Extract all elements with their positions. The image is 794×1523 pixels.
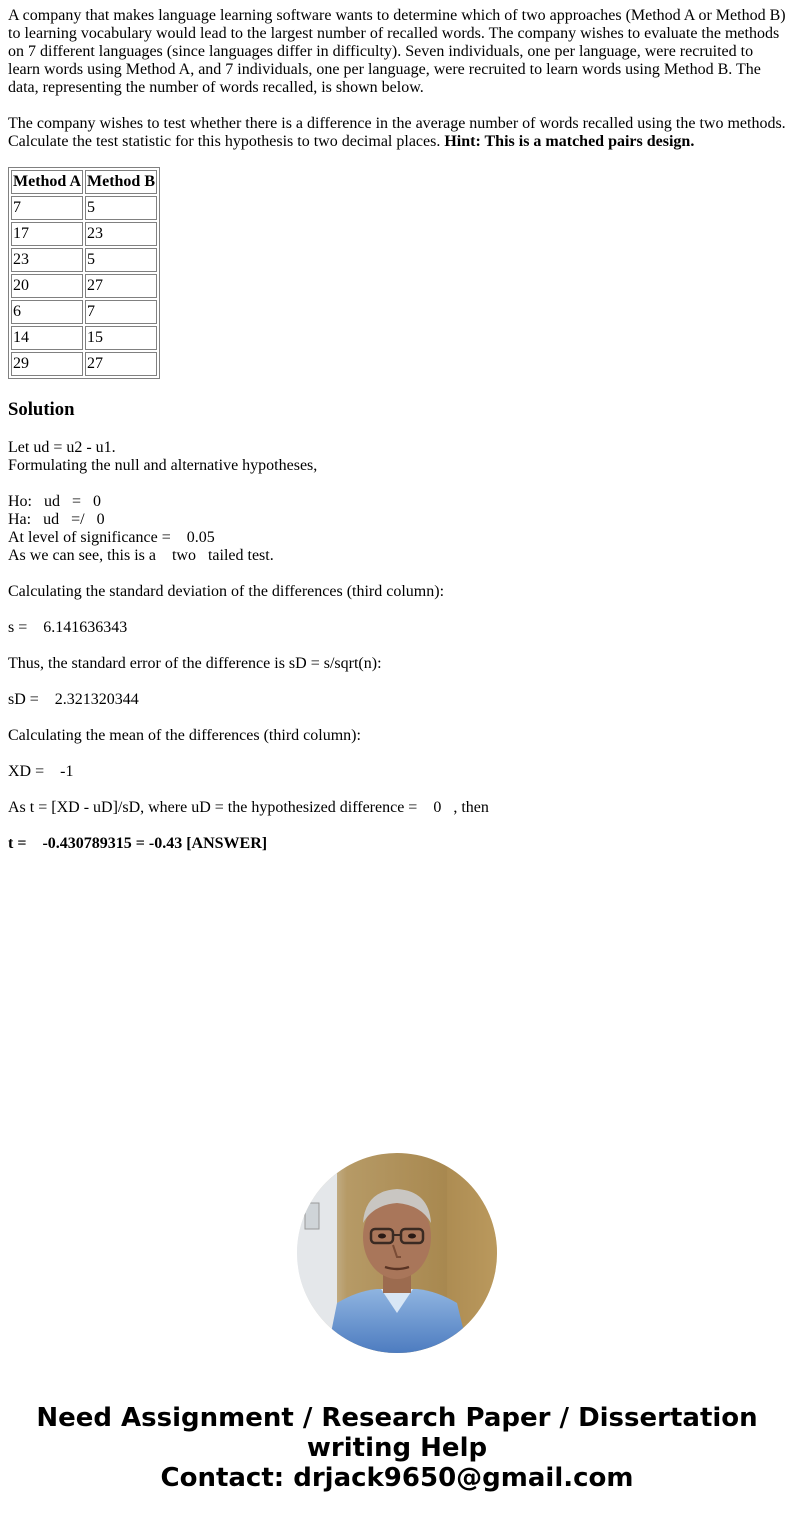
- table-cell: 29: [11, 352, 83, 376]
- solution-line: [8, 745, 786, 763]
- solution-line: sD = 2.321320344: [8, 691, 139, 708]
- table-cell: 23: [85, 222, 157, 246]
- table-row: [11, 274, 157, 298]
- solution-line: [8, 475, 786, 493]
- table-row: [11, 196, 157, 220]
- avatar: [297, 1153, 497, 1353]
- solution-line: Formulating the null and alternative hypotheses,: [8, 457, 318, 474]
- table-cell: 6: [11, 300, 83, 324]
- table-cell: 5: [85, 196, 157, 220]
- solution-line: [8, 637, 786, 655]
- answer-text: t = -0.430789315 = -0.43 [ANSWER]: [8, 835, 268, 852]
- table-row: [11, 326, 157, 350]
- solution-line: Calculating the standard deviation of the differences (third column):: [8, 583, 445, 600]
- solution-line: At level of significance = 0.05: [8, 529, 215, 546]
- solution-line: [8, 817, 786, 835]
- solution-line: [8, 709, 786, 727]
- solution-line: [8, 781, 786, 799]
- solution-heading: Solution: [8, 399, 75, 420]
- table-cell: 20: [11, 274, 83, 298]
- table-cell: 14: [11, 326, 83, 350]
- table-row: [11, 222, 157, 246]
- solution-line: s = 6.141636343: [8, 619, 128, 636]
- table-cell: 23: [11, 248, 83, 272]
- table-cell: 17: [11, 222, 83, 246]
- solution-line: Ho: ud = 0: [8, 493, 102, 510]
- footer-banner: [0, 1403, 794, 1493]
- solution-line: [8, 565, 786, 583]
- table-cell: 27: [85, 352, 157, 376]
- solution-line: Let ud = u2 - u1.: [8, 439, 116, 456]
- solution-line: Calculating the mean of the differences (third column):: [8, 727, 361, 744]
- data-table: [8, 167, 160, 379]
- solution-line: Ha: ud =/ 0: [8, 511, 105, 528]
- solution-line: [8, 673, 786, 691]
- solution-line: Thus, the standard error of the difference is sD = s/sqrt(n):: [8, 655, 382, 672]
- footer-line-1: Need Assignment / Research Paper / Dissertation: [36, 1403, 758, 1433]
- footer-line-2: writing Help: [306, 1433, 488, 1463]
- tutor-photo: [297, 1153, 497, 1353]
- solution-line: As t = [XD - uD]/sD, where uD = the hypothesized difference = 0 , then: [8, 799, 489, 816]
- solution-line: [8, 601, 786, 619]
- problem-paragraph-2: [8, 115, 786, 151]
- solution-line: XD = -1: [8, 763, 74, 780]
- table-row: [11, 352, 157, 376]
- problem-question: The company wishes to test whether there is a difference in the average number of words recalled using the two methods. Calculate the test statistic for this hypothesis to two decimal places.: [8, 115, 786, 150]
- table-header-method-a: Method A: [11, 170, 83, 194]
- problem-hint: Hint: This is a matched pairs design.: [444, 133, 695, 150]
- table-header-row: [11, 170, 157, 194]
- table-cell: 7: [85, 300, 157, 324]
- problem-paragraph-1: A company that makes language learning software wants to determine which of two approaches (Method A or Method B) to learning vocabulary would lead to the largest number of recalled words. The company wishes to evaluate the methods on 7 different languages (since languages differ in difficulty). Seven individuals, one per language, were recruited to learn words using Method A, and 7 individuals, one per language, were recruited to learn words using Method B. The data, representing the number of words recalled, is shown below.: [8, 7, 786, 96]
- solution-line: As we can see, this is a two tailed test.: [8, 547, 274, 564]
- table-cell: 7: [11, 196, 83, 220]
- table-header-method-b: Method B: [85, 170, 157, 194]
- footer-contact: Contact: drjack9650@gmail.com: [160, 1463, 634, 1493]
- table-cell: 27: [85, 274, 157, 298]
- table-cell: 15: [85, 326, 157, 350]
- table-cell: 5: [85, 248, 157, 272]
- table-row: [11, 248, 157, 272]
- table-row: [11, 300, 157, 324]
- solution-body: [8, 439, 786, 853]
- solution-answer: [8, 835, 786, 853]
